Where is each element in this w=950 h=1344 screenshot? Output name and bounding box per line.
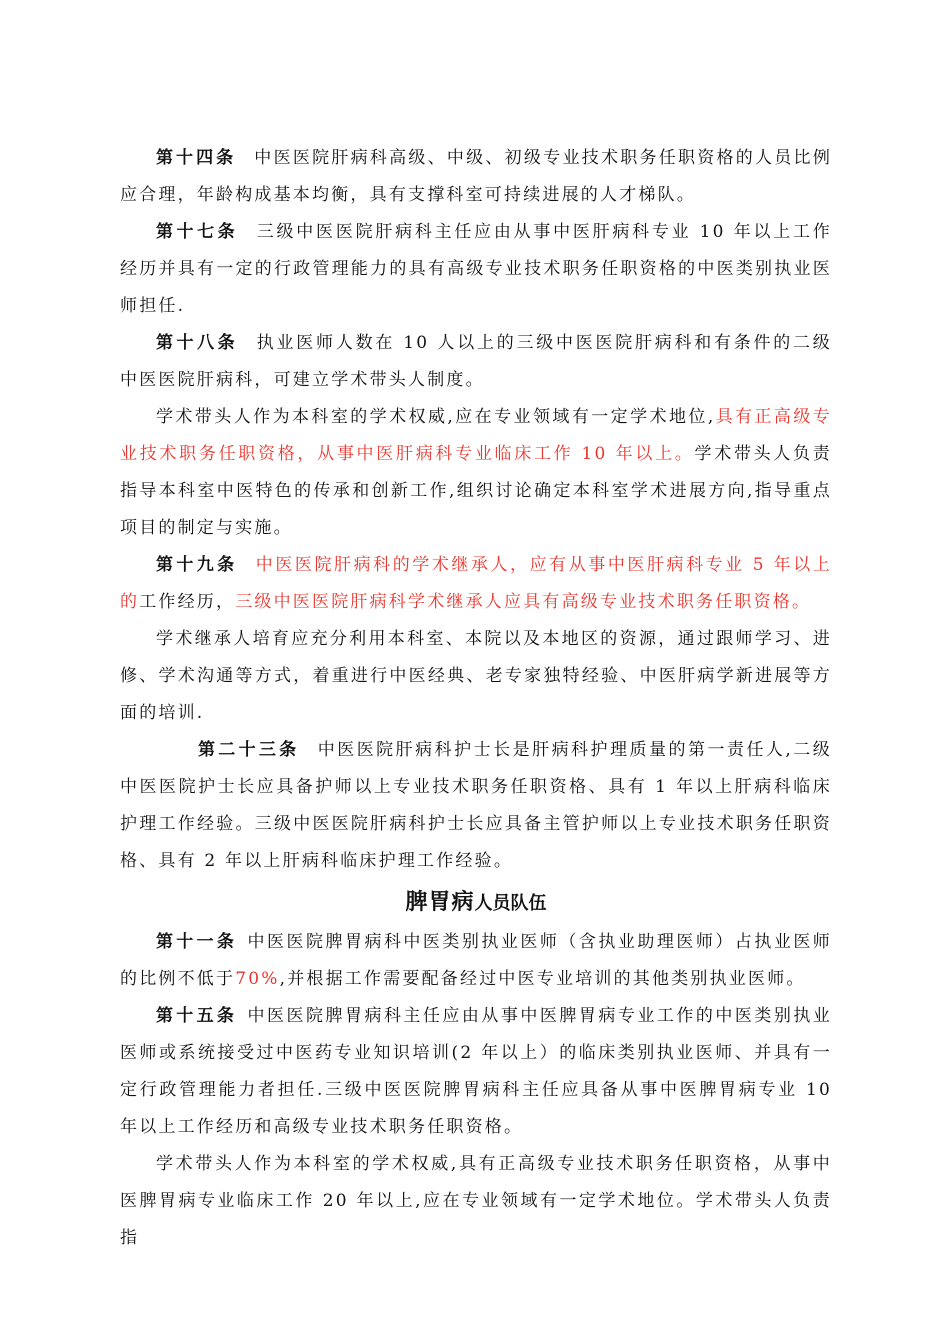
- article-text: 中医医院肝病科护士长是肝病科护理质量的第一责任人,二级中医医院护士长应具备护师以上专业技术职务任职资格、具有 1 年以上肝病科临床护理工作经验。三级中医医院肝病科护士长应具备主管护师以上专业技术职务任职资格、具有 2 年以上肝病科临床护理工作经验。: [120, 740, 832, 871]
- paragraph-text: 学术带头人作为本科室的学术权威,应在专业领域有一定学术地位,: [156, 407, 716, 427]
- article-label: 第十四条: [156, 148, 237, 168]
- article-label: 第十八条: [156, 333, 239, 353]
- article-label: 第十九条: [156, 555, 238, 575]
- article-15: [120, 998, 832, 1146]
- section-heading-main: 脾胃病: [405, 889, 475, 915]
- article-text: 中医医院脾胃病科中医类别执业医师（含执业助理医师）占执业医师的比例不低于: [120, 932, 833, 989]
- article-text: 工作经历，: [139, 592, 236, 612]
- document-body: [120, 140, 832, 1257]
- successor-training-paragraph: [120, 621, 832, 732]
- article-text: 三级中医医院肝病科主任应由从事中医肝病科专业 10 年以上工作经历并具有一定的行政管理能力的具有高级专业技术职务任职资格的中医类别执业医师担任.: [120, 222, 833, 316]
- article-text: 中医医院肝病科高级、中级、初级专业技术职务任职资格的人员比例应合理，年龄构成基本均衡，具有支撑科室可持续进展的人才梯队。: [120, 148, 833, 205]
- article-text: 中医医院脾胃病科主任应由从事中医脾胃病专业工作的中医类别执业医师或系统接受过中医药专业知识培训(2 年以上）的临床类别执业医师、并具有一定行政管理能力者担任.三级中医医院脾胃病科主任应具备从事中医脾胃病专业 10 年以上工作经历和高级专业技术职务任职资格。: [120, 1006, 833, 1137]
- article-14: [120, 140, 832, 214]
- article-label: 第十一条: [156, 932, 238, 952]
- paragraph-text: 学术继承人培育应充分利用本科室、本院以及本地区的资源，通过跟师学习、进修、学术沟通等方式，着重进行中医经典、老专家独特经验、中医肝病学新进展等方面的培训.: [120, 629, 832, 723]
- section-heading: [120, 880, 832, 924]
- highlighted-text: 70%: [235, 969, 280, 989]
- academic-leader-paragraph-2: [120, 1146, 832, 1257]
- highlighted-text: 中医医院肝病科的学术继承人，应有从事中医肝病科专业 5 年以上的: [120, 555, 832, 612]
- paragraph-text: 学术带头人作为本科室的学术权威,具有正高级专业技术职务任职资格，从事中医脾胃病专业临床工作 20 年以上,应在专业领域有一定学术地位。学术带头人负责指: [120, 1154, 832, 1248]
- article-text: 执业医师人数在 10 人以上的三级中医医院肝病科和有条件的二级中医医院肝病科，可建立学术带头人制度。: [120, 333, 833, 390]
- article-23: [120, 732, 832, 880]
- paragraph-text: 学术带头人负责指导本科室中医特色的传承和创新工作,组织讨论确定本科室学术进展方向,指导重点项目的制定与实施。: [120, 444, 832, 538]
- article-18: [120, 325, 832, 399]
- highlighted-text: 三级中医医院肝病科学术继承人应具有高级专业技术职务任职资格。: [235, 592, 812, 612]
- article-text: ,并根据工作需要配备经过中医专业培训的其他类别执业医师。: [279, 969, 806, 989]
- article-label: 第十七条: [156, 222, 239, 242]
- article-17: [120, 214, 832, 325]
- highlighted-text: 具有正高级专业技术职务任职资格，从事中医肝病科专业临床工作 10 年以上。: [120, 407, 832, 464]
- article-11: [120, 924, 832, 998]
- article-19: [120, 547, 832, 621]
- section-heading-sub: 人员队伍: [474, 893, 547, 914]
- article-label: 第十五条: [156, 1006, 238, 1026]
- article-label: 第二十三条: [198, 740, 300, 760]
- academic-leader-paragraph: [120, 399, 832, 547]
